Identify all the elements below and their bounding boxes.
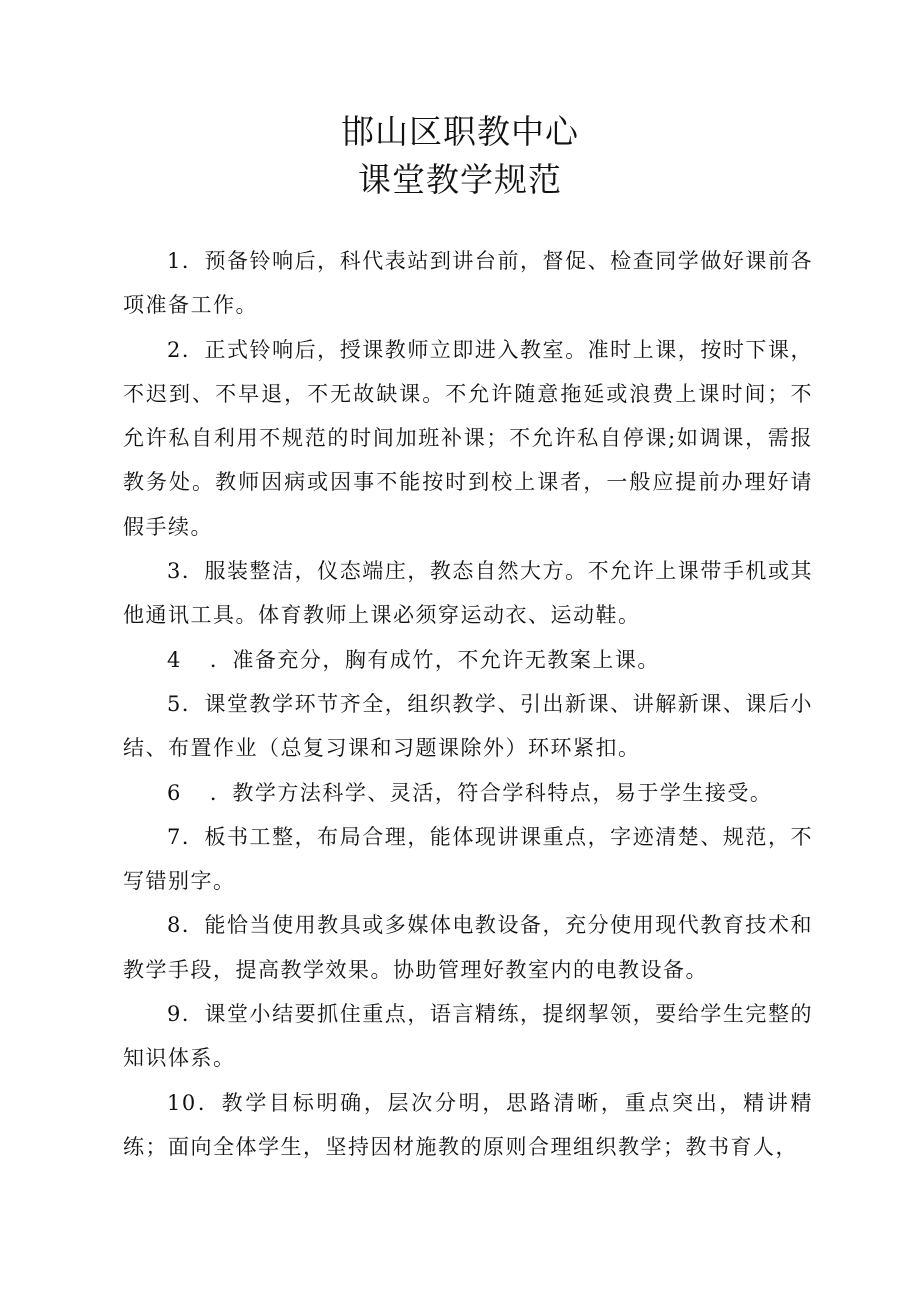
rule-text: ．准备充分，胸有成竹，不允许无教案上课。 <box>209 647 660 672</box>
rule-number: 9 <box>167 1002 182 1027</box>
rule-item-4 <box>123 638 813 682</box>
rule-text: ．教学方法科学、灵活，符合学科特点，易于学生接受。 <box>209 780 773 805</box>
rule-text: ．课堂教学环节齐全，组织教学、引出新课、讲解新课、课后小结、布置作业（总复习课和习题课除外）环环紧扣。 <box>123 691 813 761</box>
rule-item-10 <box>123 1081 813 1170</box>
rule-number: 4 <box>167 647 182 672</box>
document-title <box>0 108 920 204</box>
rule-number: 10 <box>167 1090 197 1115</box>
rule-number: 8 <box>167 913 182 938</box>
rule-text: ．服装整洁，仪态端庄，教态自然大方。不允许上课带手机或其他通讯工具。体育教师上课必须穿运动衣、运动鞋。 <box>123 559 813 628</box>
rule-number: 2 <box>167 337 182 362</box>
rule-text: ．课堂小结要抓住重点，语言精练，提纲挈领，要给学生完整的知识体系。 <box>123 1002 813 1071</box>
rule-item-9 <box>123 992 813 1081</box>
rule-text: ．预备铃响后，科代表站到讲台前，督促、检查同学做好课前各项准备工作。 <box>123 249 813 318</box>
rule-text: ．正式铃响后，授课教师立即进入教室。准时上课，按时下课，不迟到、不早退，不无故缺课。不允许随意拖延或浪费上课时间；不允许私自利用不规范的时间加班补课；不允许私自停课;如调课，需报教务处。教师因病或因事不能按时到校上课者，一般应提前办理好请假手续。 <box>123 337 813 539</box>
rule-number: 1 <box>167 249 182 273</box>
rule-number: 7 <box>167 824 182 849</box>
rule-number: 5 <box>167 691 182 716</box>
rule-text: ．板书工整，布局合理，能体现讲课重点，字迹清楚、规范，不写错别字。 <box>123 824 813 894</box>
rule-number: 3 <box>167 559 182 584</box>
rule-item-8 <box>123 903 813 992</box>
title-line-1: 邯山区职教中心 <box>341 112 579 151</box>
rule-item-1 <box>123 239 813 328</box>
rule-text: ．能恰当使用教具或多媒体电教设备，充分使用现代教育技术和教学手段，提高教学效果。协助管理好教室内的电教设备。 <box>123 913 813 982</box>
rule-text: ．教学目标明确，层次分明，思路清晰，重点突出，精讲精练；面向全体学生，坚持因材施教的原则合理组织教学；教书育人， <box>123 1090 813 1159</box>
rule-item-5 <box>123 682 813 771</box>
title-line-2: 课堂教学规范 <box>358 160 562 199</box>
rule-item-3 <box>123 549 813 638</box>
rule-item-7 <box>123 815 813 904</box>
rule-item-6 <box>123 771 813 815</box>
rule-number: 6 <box>167 780 182 805</box>
document-body <box>123 239 813 1169</box>
rule-item-2 <box>123 328 813 549</box>
